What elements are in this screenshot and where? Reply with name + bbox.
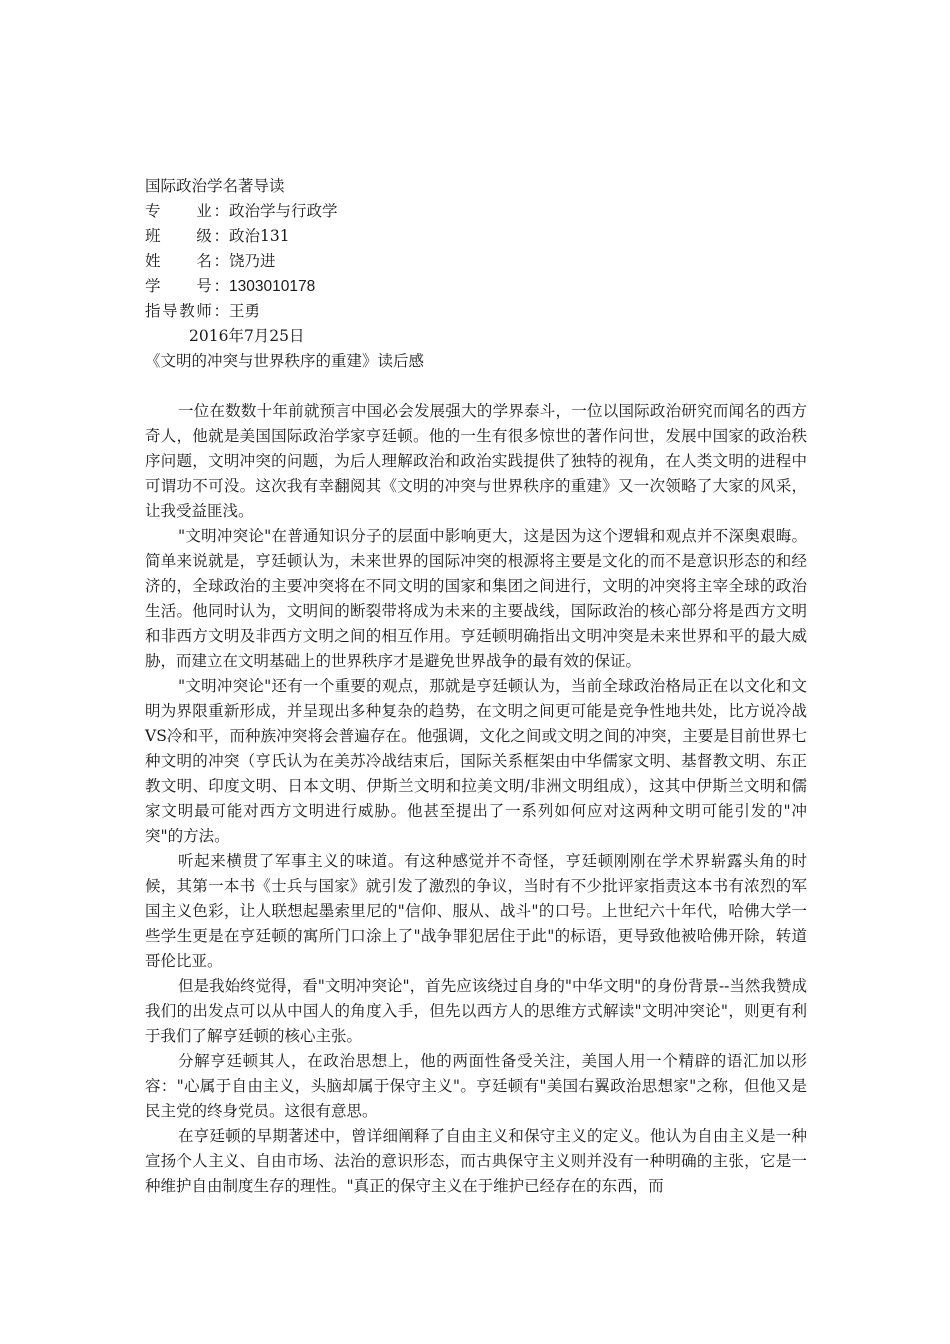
document-date: 2016年7月25日 xyxy=(189,327,305,345)
info-row-major xyxy=(145,199,807,224)
info-value: 政治学与行政学 xyxy=(229,202,338,220)
paragraph-3: "文明冲突论"还有一个重要的观点，那就是亨廷顿认为，当前全球政治格局正在以文化和文明为界限重新形成，并呈现出多种复杂的趋势，在文明之间更可能是竞争性地共处，比方说冷战VS冷和平，而种族冲突将会普遍存在。他强调，文化之间或文明之间的冲突，主要是目前世界七种文明的冲突（亨氏认为在美苏冷战结束后，国际关系框架由中华儒家文明、基督教文明、东正教文明、印度文明、日本文明、伊斯兰文明和拉美文明/非洲文明组成），这其中伊斯兰文明和儒家文明最可能对西方文明进行威胁。他甚至提出了一系列如何应对这两种文明可能引发的"冲突"的方法。 xyxy=(145,677,807,845)
document-body xyxy=(145,174,807,1199)
info-label: 指导教师： xyxy=(145,302,229,320)
blank-line xyxy=(145,374,807,399)
info-row-name xyxy=(145,249,807,274)
paragraph-7: 在亨廷顿的早期著述中，曾详细阐释了自由主义和保守主义的定义。他认为自由主义是一种宣扬个人主义、自由市场、法治的意识形态，而古典保守主义则并没有一种明确的主张，它是一种维护自由制度生存的理性。"真正的保守主义在于维护已经存在的东西，而 xyxy=(145,1127,807,1195)
paragraph-5: 但是我始终觉得，看"文明冲突论"，首先应该绕过自身的"中华文明"的身份背景--当然我赞成我们的出发点可以从中国人的角度入手，但先以西方人的思维方式解读"文明冲突论"，则更有利于我们了解亨廷顿的核心主张。 xyxy=(145,977,807,1045)
info-label: 班 级： xyxy=(145,227,229,245)
course-title: 国际政治学名著导读 xyxy=(145,177,285,195)
info-value: 政治131 xyxy=(229,227,290,245)
info-value: 1303010178 xyxy=(229,278,316,295)
info-label: 学 号： xyxy=(145,277,229,295)
paragraph-2: "文明冲突论"在普通知识分子的层面中影响更大，这是因为这个逻辑和观点并不深奥艰晦。简单来说就是，亨廷顿认为，未来世界的国际冲突的根源将主要是文化的而不是意识形态的和经济的，全球政治的主要冲突将在不同文明的国家和集团之间进行，文明的冲突将主宰全球的政治生活。他同时认为，文明间的断裂带将成为未来的主要战线，国际政治的核心部分将是西方文明和非西方文明及非西方文明之间的相互作用。亨廷顿明确指出文明冲突是未来世界和平的最大威胁，而建立在文明基础上的世界秩序才是避免世界战争的最有效的保证。 xyxy=(145,527,807,670)
info-value: 王勇 xyxy=(229,302,261,320)
paragraph-4: 听起来横贯了军事主义的味道。有这种感觉并不奇怪，亨廷顿刚刚在学术界崭露头角的时候，其第一本书《士兵与国家》就引发了激烈的争议，当时有不少批评家指责这本书有浓烈的军国主义色彩，让人联想起墨索里尼的"信仰、服从、战斗"的口号。上世纪六十年代，哈佛大学一些学生更是在亨廷顿的寓所门口涂上了"战争罪犯居住于此"的标语，更导致他被哈佛开除，转道哥伦比亚。 xyxy=(145,852,807,970)
info-row-student-id xyxy=(145,274,807,299)
essay-title: 《文明的冲突与世界秩序的重建》读后感 xyxy=(145,352,425,370)
paragraph-1: 一位在数数十年前就预言中国必会发展强大的学界泰斗，一位以国际政治研究而闻名的西方奇人，他就是美国国际政治学家亨廷顿。他的一生有很多惊世的著作问世，发展中国家的政治秩序问题，文明冲突的问题，为后人理解政治和政治实践提供了独特的视角，在人类文明的进程中可谓功不可没。这次我有幸翻阅其《文明的冲突与世界秩序的重建》又一次领略了大家的风采，让我受益匪浅。 xyxy=(145,402,807,520)
info-label: 专 业： xyxy=(145,202,229,220)
info-row-class xyxy=(145,224,807,249)
info-row-advisor xyxy=(145,299,807,324)
info-label: 姓 名： xyxy=(145,252,229,270)
info-value: 饶乃进 xyxy=(229,252,276,270)
paragraph-6: 分解亨廷顿其人，在政治思想上，他的两面性备受关注，美国人用一个精辟的语汇加以形容："心属于自由主义，头脑却属于保守主义"。亨廷顿有"美国右翼政治思想家"之称，但他又是民主党的终身党员。这很有意思。 xyxy=(145,1052,807,1120)
